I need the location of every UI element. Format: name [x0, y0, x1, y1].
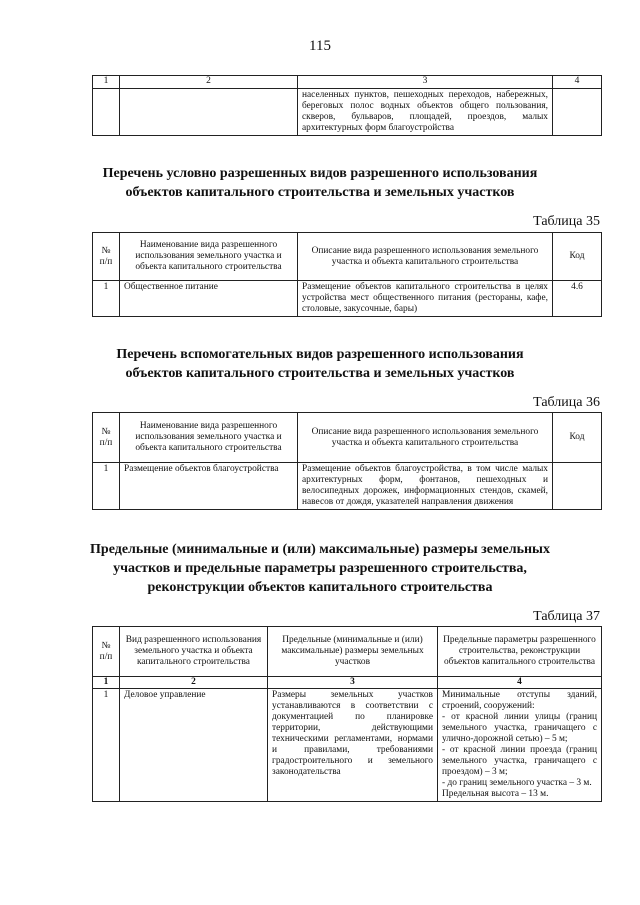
- col-header-code: Код: [553, 413, 602, 463]
- cell-num: [93, 89, 120, 136]
- cell-num: 1: [93, 281, 120, 317]
- cell-code: [553, 89, 602, 136]
- col-number-2: 2: [120, 677, 268, 689]
- col-header-description: Описание вида разрешенного использования земельного участка и объекта капитального строительства: [298, 413, 553, 463]
- cell-num: 1: [93, 463, 120, 510]
- table-36: [92, 412, 602, 510]
- col-header-num: № п/п: [93, 413, 120, 463]
- cell-code: [553, 463, 602, 510]
- cell-name: Размещение объектов благоустройства: [120, 463, 298, 510]
- param-line: - от красной линии проезда (границ земельного участка, граничащего с проездом) – 3 м;: [442, 745, 597, 777]
- page-number: 115: [309, 38, 331, 54]
- col-header-description: Описание вида разрешенного использования земельного участка и объекта капитального строительства: [298, 233, 553, 281]
- cell-description: населенных пунктов, пешеходных переходов, набережных, береговых полос водных объектов общего пользования, скверов, бульваров, площадей, проездов, малых архитектурных форм благоустройства: [298, 89, 553, 136]
- col-number-1: 1: [93, 76, 120, 89]
- col-header-params: Предельные параметры разрешенного строительства, реконструкции объектов капитального строительства: [438, 627, 602, 677]
- section-heading-conditional: [0, 164, 640, 202]
- cell-code: 4.6: [553, 281, 602, 317]
- heading-line: реконструкции объектов капитального строительства: [147, 580, 493, 595]
- section-heading-limits: [0, 540, 640, 597]
- col-header-num: № п/п: [93, 233, 120, 281]
- heading-line: Перечень вспомогательных видов разрешенного использования: [116, 347, 524, 362]
- table-caption-35: Таблица 35: [533, 214, 600, 229]
- param-line: - до границ земельного участка – 3 м.: [442, 778, 592, 788]
- col-header-name: Наименование вида разрешенного использования земельного участка и объекта капитального строительства: [120, 413, 298, 463]
- col-header-name: Вид разрешенного использования земельного участка и объекта капитального строительства: [120, 627, 268, 677]
- col-number-4: 4: [553, 76, 602, 89]
- section-heading-auxiliary: [0, 345, 640, 383]
- col-number-4: 4: [438, 677, 602, 689]
- cell-sizes: Размеры земельных участков устанавливаются в соответствии с документацией по планировке территории, действующими техническими регламентами, нормами и правилами, требованиями градостроительного и земельного законодательства: [268, 689, 438, 802]
- heading-line: объектов капитального строительства и земельных участков: [125, 185, 515, 200]
- table-row: [93, 89, 602, 136]
- col-header-name: Наименование вида разрешенного использования земельного участка и объекта капитального строительства: [120, 233, 298, 281]
- heading-line: участков и предельные параметры разрешенного строительства,: [113, 561, 527, 576]
- table-37: [92, 626, 602, 802]
- param-line: Минимальные отступы зданий, строений, сооружений:: [442, 690, 597, 711]
- table-caption-37: Таблица 37: [533, 609, 600, 624]
- col-header-sizes: Предельные (минимальные и (или) максимальные) размеры земельных участков: [268, 627, 438, 677]
- cell-params: [438, 689, 602, 802]
- heading-line: объектов капитального строительства и земельных участков: [125, 366, 515, 381]
- heading-line: Перечень условно разрешенных видов разрешенного использования: [102, 166, 538, 181]
- table-caption-36: Таблица 36: [533, 395, 600, 410]
- cell-name: Общественное питание: [120, 281, 298, 317]
- cell-num: 1: [93, 689, 120, 802]
- col-number-1: 1: [93, 677, 120, 689]
- heading-line: Предельные (минимальные и (или) максимальные) размеры земельных: [90, 542, 550, 557]
- param-line: - от красной линии улицы (границ земельного участка, граничащего с улично-дорожной сетью) – 5 м;: [442, 712, 597, 744]
- table-35: [92, 232, 602, 317]
- col-number-2: 2: [120, 76, 298, 89]
- cell-name: [120, 89, 298, 136]
- cell-description: Размещение объектов капитального строительства в целях устройства мест общественного питания (рестораны, кафе, столовые, закусочные, бары): [298, 281, 553, 317]
- table-row: [93, 463, 602, 510]
- col-number-3: 3: [268, 677, 438, 689]
- continuation-table: [92, 75, 602, 136]
- col-number-3: 3: [298, 76, 553, 89]
- table-row: [93, 281, 602, 317]
- param-line: Предельная высота – 13 м.: [442, 789, 549, 799]
- table-row: [93, 689, 602, 802]
- col-header-code: Код: [553, 233, 602, 281]
- col-header-num: № п/п: [93, 627, 120, 677]
- cell-description: Размещение объектов благоустройства, в том числе малых архитектурных форм, фонтанов, пешеходных и велосипедных дорожек, информационных стендов, скамей, навесов от дождя, указателей направления движения: [298, 463, 553, 510]
- cell-name: Деловое управление: [120, 689, 268, 802]
